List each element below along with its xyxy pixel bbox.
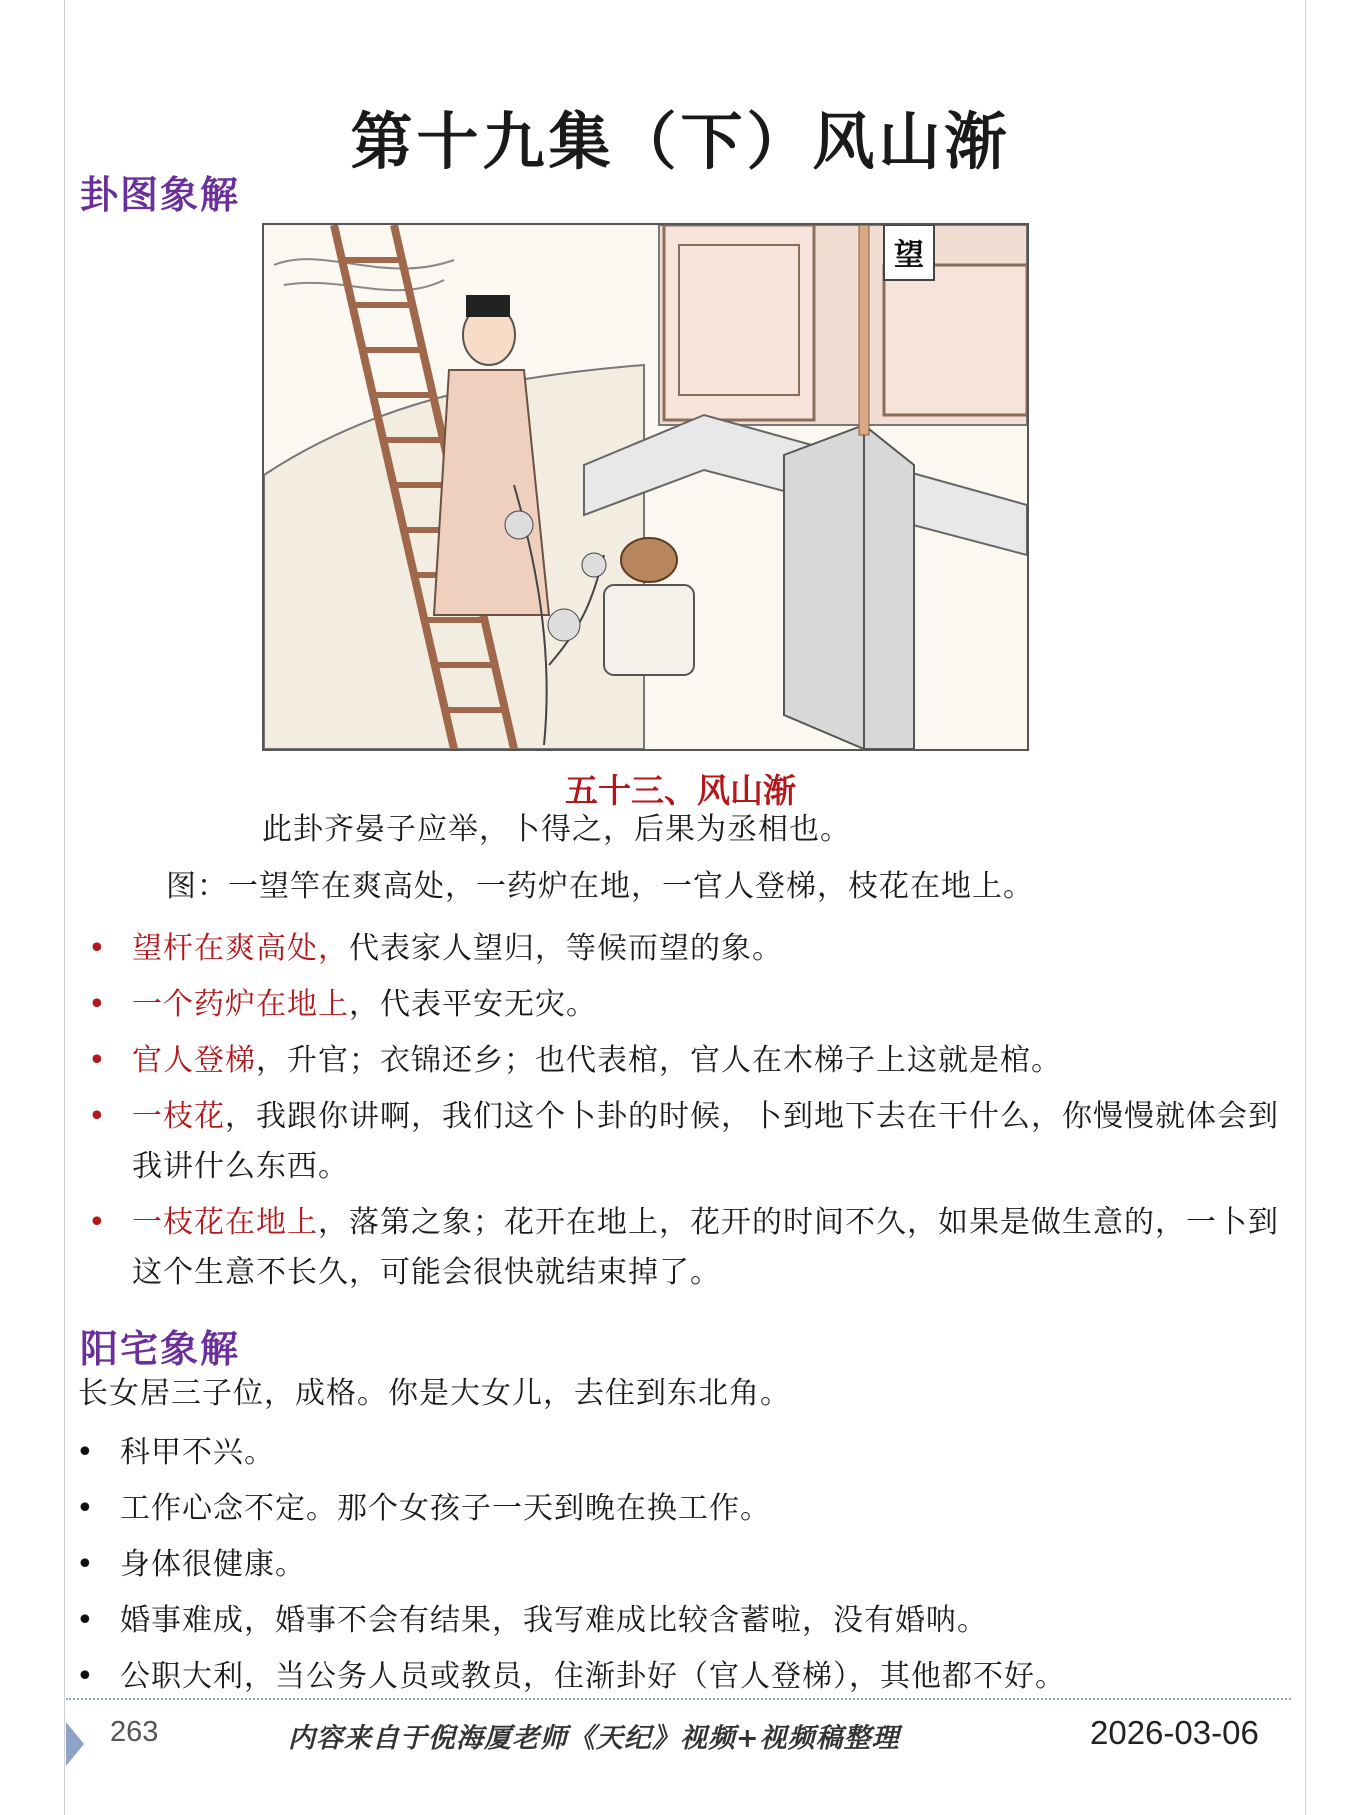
footer-date: 2026-03-06 [1090,1714,1259,1751]
list-item: • 望杆在爽高处，代表家人望归，等候而望的象。 [88,931,783,966]
list-item: • 科甲不兴。 [76,1435,275,1470]
window-panel [884,265,1027,415]
item-highlight: 望杆在爽高处， [132,931,349,966]
item-text: 婚事难成，婚事不会有结果，我写难成比较含蓄啦，没有婚呐。 [120,1603,988,1638]
list-item: • 一个药炉在地上，代表平安无灾。 [88,987,597,1022]
hexagram-illustration [262,223,1029,751]
residence-intro: 长女居三子位，成格。你是大女儿，去住到东北角。 [78,1376,791,1411]
item-highlight: 一枝花在地上 [132,1205,318,1240]
medicine-pot [621,538,677,582]
item-text: ，代表平安无灾。 [349,987,597,1022]
watch-pole [859,225,869,435]
item-highlight: 官人登梯 [132,1043,256,1078]
item-text: ，升官；衣锦还乡；也代表棺，官人在木梯子上这就是棺。 [256,1043,1062,1078]
page-number: 263 [110,1716,159,1748]
sign-text: 望 [894,238,924,273]
flower-bloom [582,553,606,577]
item-text: 代表家人望归，等候而望的象。 [349,931,783,966]
hexagram-intro: 此卦齐晏子应举，卜得之，后果为丞相也。 [262,812,851,847]
list-item: • 一枝花，我跟你讲啊，我们这个卜卦的时候，卜到地下去在干什么，你慢慢就体会到我讲什么东西。 [88,1099,1279,1184]
item-highlight: 一个药炉在地上 [132,987,349,1022]
item-text: 身体很健康。 [120,1547,306,1582]
item-text: 工作心念不定。那个女孩子一天到晚在换工作。 [120,1491,771,1526]
figure-description: 图：一望竿在爽高处，一药炉在地，一官人登梯，枝花在地上。 [166,869,1034,904]
window-panel [664,225,814,420]
brick-pillar [784,425,914,749]
hexagram-bullet-list [88,924,1288,1304]
list-item: • 公职大利，当公务人员或教员，住渐卦好（官人登梯），其他都不好。 [76,1659,1066,1694]
official-hat [466,295,510,317]
item-text: 公职大利，当公务人员或教员，住渐卦好（官人登梯），其他都不好。 [120,1659,1066,1694]
section-heading-residence: 阳宅象解 [80,1326,241,1371]
page-title: 第十九集（下）风山渐 [350,105,1011,178]
hexagram-caption: 五十三、风山渐 [565,771,796,810]
list-item: • 一枝花在地上，落第之象；花开在地上，花开的时间不久，如果是做生意的，一卜到这个生意不长久，可能会很快就结束掉了。 [88,1205,1279,1290]
illustration-drawing [264,225,1027,749]
cloud-line [284,280,444,290]
item-text: ，落第之象；花开在地上，花开的时间不久，如果是做生意的，一卜到这个生意不长久，可能会很快就结束掉了。 [132,1205,1279,1290]
page-border-left [64,0,65,1815]
list-item: • 婚事难成，婚事不会有结果，我写难成比较含蓄啦，没有婚呐。 [76,1603,988,1638]
footer-source: 内容来自于倪海厦老师《天纪》视频+视频稿整理 [288,1723,900,1754]
list-item: • 身体很健康。 [76,1547,306,1582]
flower-bloom [505,511,533,539]
medicine-stove [604,585,694,675]
item-text: ，我跟你讲啊，我们这个卜卦的时候，卜到地下去在干什么，你慢慢就体会到我讲什么东西。 [132,1099,1279,1184]
flower-bloom [548,609,580,641]
item-text: 科甲不兴。 [120,1435,275,1470]
list-item: • 官人登梯，升官；衣锦还乡；也代表棺，官人在木梯子上这就是棺。 [88,1043,1062,1078]
arrow-icon [66,1722,84,1766]
item-highlight: 一枝花 [132,1099,225,1134]
section-heading-hexagram: 卦图象解 [80,172,241,217]
residence-bullet-list [76,1425,1316,1705]
footer-divider [66,1698,1291,1700]
list-item: • 工作心念不定。那个女孩子一天到晚在换工作。 [76,1491,771,1526]
